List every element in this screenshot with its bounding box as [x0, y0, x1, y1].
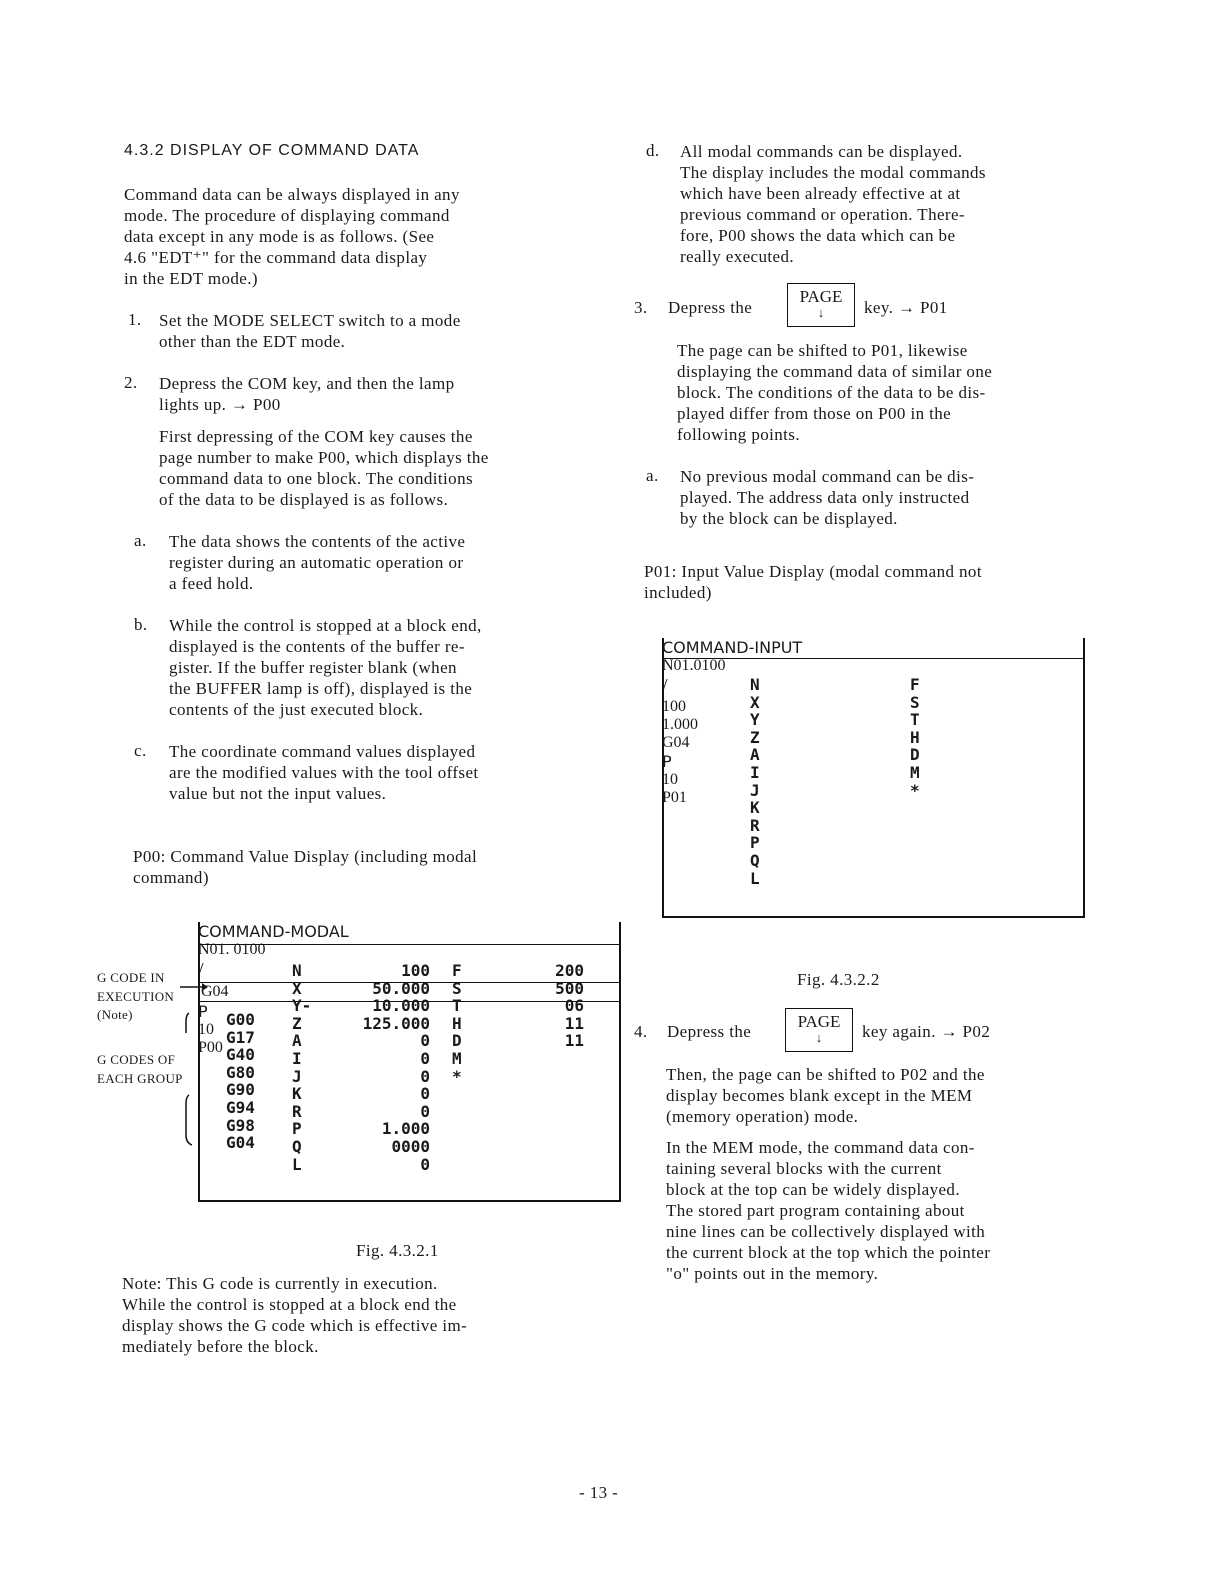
item-c-text	[169, 741, 479, 804]
text-line: in the EDT mode.)	[124, 269, 258, 288]
item-letter: c.	[134, 741, 147, 760]
step-1-text	[159, 310, 461, 352]
text-line: taining several blocks with the current	[666, 1159, 942, 1178]
step-3-lead: Depress the	[668, 298, 753, 317]
text-line: The coordinate command values displayed	[169, 742, 476, 761]
slash-mark: /	[198, 959, 204, 981]
page-key-button[interactable]	[785, 1008, 853, 1052]
screen-divider	[198, 944, 621, 945]
item-letter: a.	[646, 466, 659, 485]
p00-caption	[133, 846, 477, 888]
address-letters: N X Y- Z A I J K R P Q L	[292, 961, 312, 1174]
label-execution: EXECUTION	[97, 989, 175, 1004]
text-line: played differ from those on P00 in the	[677, 404, 952, 423]
label-note: (Note)	[97, 1007, 133, 1022]
step-2-text	[159, 373, 454, 415]
cursor-indicator: P	[662, 752, 672, 771]
text-line: mediately before the block.	[122, 1337, 319, 1356]
page-key-label: PAGE	[799, 287, 843, 306]
label-each-group: EACH GROUP	[97, 1071, 183, 1086]
text-line: command data to one block. The conditions	[159, 469, 473, 488]
text-line: nine lines can be collectively displayed with	[666, 1222, 986, 1241]
page-number: - 13 -	[579, 1483, 619, 1502]
text-line: by the block can be displayed.	[680, 509, 898, 528]
text-line: displayed is the contents of the buffer re-	[169, 637, 465, 656]
step-4-lead: Depress the	[667, 1022, 752, 1041]
modal-values: 200 500 06 11 11	[555, 961, 584, 1051]
text-line: All modal commands can be displayed.	[680, 142, 963, 161]
text-line: The stored part program containing about	[666, 1201, 965, 1220]
text-line: a feed hold.	[169, 574, 254, 593]
down-arrow-icon: ↓	[817, 305, 825, 320]
step-4-body-2	[666, 1137, 990, 1284]
address-values: 100 50.000 10.000 125.000 0 0 0 0 0 1.000 0000 0	[362, 961, 430, 1174]
current-g-code: G04	[198, 982, 621, 1002]
text-line: which have been already effective at at	[680, 184, 961, 203]
modal-letters: F S T H D M *	[910, 675, 920, 800]
p01-caption	[644, 561, 982, 603]
label-g-code-in: G CODE IN	[97, 970, 165, 985]
text-line: First depressing of the COM key causes the	[159, 427, 473, 446]
item-d-text	[680, 141, 986, 267]
text-line: previous command or operation. There-	[680, 205, 965, 224]
screen-right-edge	[1083, 638, 1085, 918]
text-line: data except in any mode is as follows. (See	[124, 227, 435, 246]
text-line: of the data to be displayed is as follows.	[159, 490, 449, 509]
text-line: In the MEM mode, the command data con-	[666, 1138, 975, 1157]
screen-bottom-edge	[198, 1200, 621, 1202]
figure-1-caption: Fig. 4.3.2.1	[356, 1241, 439, 1260]
text-line: display shows the G code which is effective im-	[122, 1316, 468, 1335]
intro-paragraph	[124, 184, 460, 289]
item-b-text	[169, 615, 482, 720]
step-3-body	[677, 340, 992, 445]
text-line: The display includes the modal commands	[680, 163, 986, 182]
figure-2-caption: Fig. 4.3.2.2	[797, 970, 880, 989]
text-line: page number to make P00, which displays the	[159, 448, 489, 467]
item-a-text	[169, 531, 465, 594]
command-modal-screen	[198, 922, 621, 1202]
step-3-trail: key. → P01	[864, 298, 948, 317]
text-line: display becomes blank except in the MEM	[666, 1086, 973, 1105]
item-a-right-text	[680, 466, 974, 529]
page-indicator: P00	[198, 1039, 223, 1056]
text-line: other than the EDT mode.	[159, 332, 346, 351]
step-2-body	[159, 426, 489, 510]
block-number: N01. 0100	[198, 941, 266, 958]
screen-bottom-edge	[662, 916, 1085, 918]
text-line: following points.	[677, 425, 800, 444]
down-arrow-icon: ↓	[815, 1030, 823, 1045]
text-line: the BUFFER lamp is off), displayed is the	[169, 679, 473, 698]
block-count: 10	[198, 1021, 214, 1038]
text-line: Note: This G code is currently in execution.	[122, 1274, 438, 1293]
screen-title: COMMAND-INPUT	[662, 638, 803, 657]
text-line: included)	[644, 583, 712, 602]
value-n: 100	[662, 698, 686, 715]
screen-left-edge	[198, 922, 200, 1202]
g-code: G04	[662, 734, 690, 751]
text-line: No previous modal command can be dis-	[680, 467, 975, 486]
text-line: P01: Input Value Display (modal command not	[644, 562, 982, 581]
item-letter: b.	[134, 615, 148, 634]
text-line: are the modified values with the tool offset	[169, 763, 479, 782]
text-line: command)	[133, 868, 209, 887]
text-line: While the control is stopped at a block end,	[169, 616, 482, 635]
text-line: The page can be shifted to P01, likewise	[677, 341, 968, 360]
note-paragraph	[122, 1273, 467, 1357]
text-line: While the control is stopped at a block end the	[122, 1295, 457, 1314]
text-line: Set the MODE SELECT switch to a mode	[159, 311, 461, 330]
command-input-screen	[662, 638, 1085, 918]
text-line: mode. The procedure of displaying command	[124, 206, 450, 225]
step-number: 4.	[634, 1022, 648, 1041]
text-line: displaying the command data of similar one	[677, 362, 993, 381]
section-heading: 4.3.2 DISPLAY OF COMMAND DATA	[124, 142, 420, 159]
text-line: "o" points out in the memory.	[666, 1264, 879, 1283]
text-line: Command data can be always displayed in any	[124, 185, 460, 204]
modal-letters: F S T H D M *	[452, 961, 462, 1086]
text-line: value but not the input values.	[169, 784, 387, 803]
item-letter: d.	[646, 141, 660, 160]
label-g-codes-of: G CODES OF	[97, 1052, 176, 1067]
step-number: 2.	[124, 373, 138, 392]
text-line: fore, P00 shows the data which can be	[680, 226, 956, 245]
slash-mark: /	[662, 675, 668, 697]
text-line: register during an automatic operation or	[169, 553, 464, 572]
step-4-body	[666, 1064, 985, 1127]
cursor-indicator: P	[198, 1002, 208, 1021]
text-line: (memory operation) mode.	[666, 1107, 859, 1126]
step-number: 1.	[128, 310, 142, 329]
text-line: P00: Command Value Display (including modal	[133, 847, 478, 866]
page-indicator: P01	[662, 789, 687, 806]
text-line: played. The address data only instructed	[680, 488, 970, 507]
block-number: N01.0100	[662, 657, 726, 674]
text-line: Then, the page can be shifted to P02 and the	[666, 1065, 985, 1084]
text-line: really executed.	[680, 247, 795, 266]
step-number: 3.	[634, 298, 648, 317]
text-line: block. The conditions of the data to be dis-	[677, 383, 986, 402]
page-key-button[interactable]	[787, 283, 855, 327]
text-line: contents of the just executed block.	[169, 700, 424, 719]
text-line: the current block at the top which the pointer	[666, 1243, 991, 1262]
screen-divider	[662, 658, 1085, 659]
modal-g-codes: G00 G17 G40 G80 G90 G94 G98 G04	[226, 1010, 255, 1153]
screen-left-edge	[662, 638, 664, 918]
address-letters: N X Y Z A I J K R P Q L	[750, 675, 760, 888]
text-line: 4.6 "EDT⁺" for the command data display	[124, 248, 428, 267]
screen-right-edge	[619, 922, 621, 1202]
text-line: lights up. → P00	[159, 395, 281, 414]
item-letter: a.	[134, 531, 147, 550]
text-line: Depress the COM key, and then the lamp	[159, 374, 455, 393]
screen-title: COMMAND-MODAL	[198, 922, 349, 941]
text-line: The data shows the contents of the active	[169, 532, 466, 551]
block-count: 10	[662, 771, 678, 788]
step-4-trail: key again. → P02	[862, 1022, 991, 1041]
value-p: 1.000	[662, 716, 698, 733]
text-line: gister. If the buffer register blank (when	[169, 658, 457, 677]
page-key-label: PAGE	[797, 1012, 841, 1031]
text-line: block at the top can be widely displayed.	[666, 1180, 960, 1199]
